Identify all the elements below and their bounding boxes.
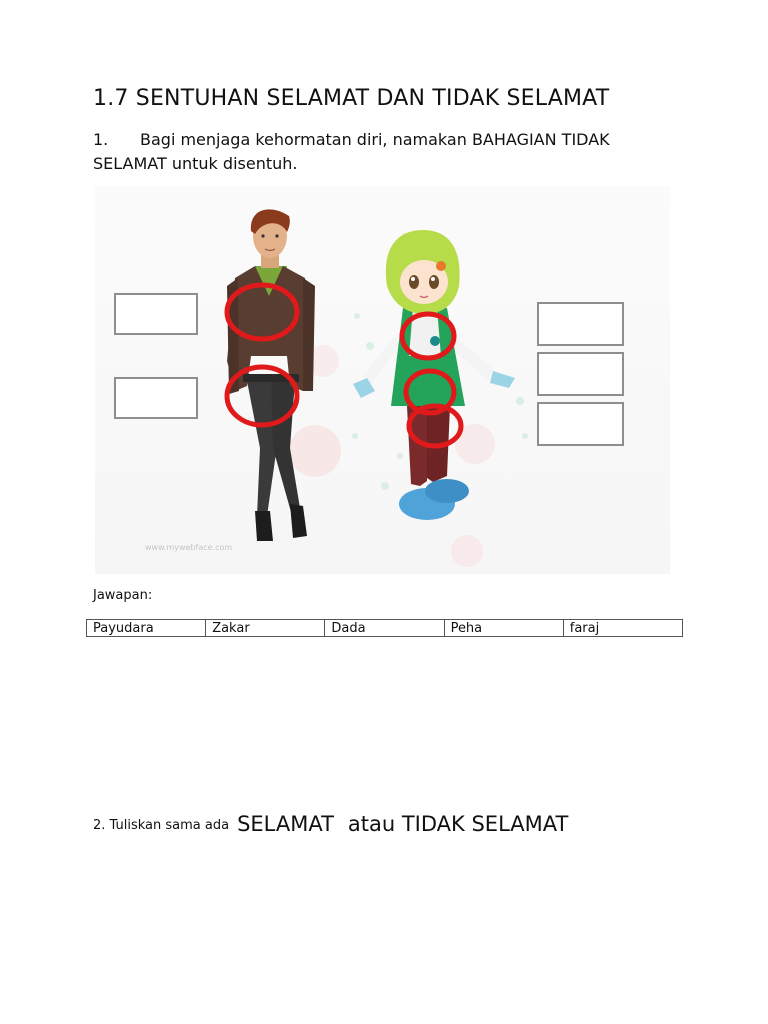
girl-figure xyxy=(353,230,515,520)
illustration-figure xyxy=(95,186,670,574)
answer-word-cell: Dada xyxy=(325,620,444,637)
answer-label: Jawapan: xyxy=(93,588,153,603)
answer-box-right-1[interactable] xyxy=(537,302,624,346)
question-1-text-line1: Bagi menjaga kehormatan diri, namakan BAHAGIAN TIDAK xyxy=(140,130,610,149)
answer-word-cell: Zakar xyxy=(206,620,325,637)
answer-word-cell: Payudara xyxy=(87,620,206,637)
question-1 xyxy=(93,128,693,176)
image-watermark: www.mywebface.com xyxy=(145,543,233,552)
question-2-prefix: 2. Tuliskan sama ada xyxy=(93,818,230,833)
answer-box-left-1[interactable] xyxy=(114,293,198,335)
page-title: 1.7 SENTUHAN SELAMAT DAN TIDAK SELAMAT xyxy=(93,86,610,111)
answer-box-left-2[interactable] xyxy=(114,377,198,419)
question-2 xyxy=(93,812,568,836)
answer-box-right-2[interactable] xyxy=(537,352,624,396)
answer-box-right-3[interactable] xyxy=(537,402,624,446)
answer-word-cell: Peha xyxy=(444,620,563,637)
question-2-option-tidak-selamat: atau TIDAK SELAMAT xyxy=(347,812,569,836)
question-2-option-selamat: SELAMAT xyxy=(237,812,334,836)
question-1-number: 1. xyxy=(93,130,109,149)
answer-word-table xyxy=(86,619,683,637)
answer-word-cell: faraj xyxy=(563,620,682,637)
question-1-text-line2: SELAMAT untuk disentuh. xyxy=(93,154,298,173)
table-row xyxy=(87,620,683,637)
